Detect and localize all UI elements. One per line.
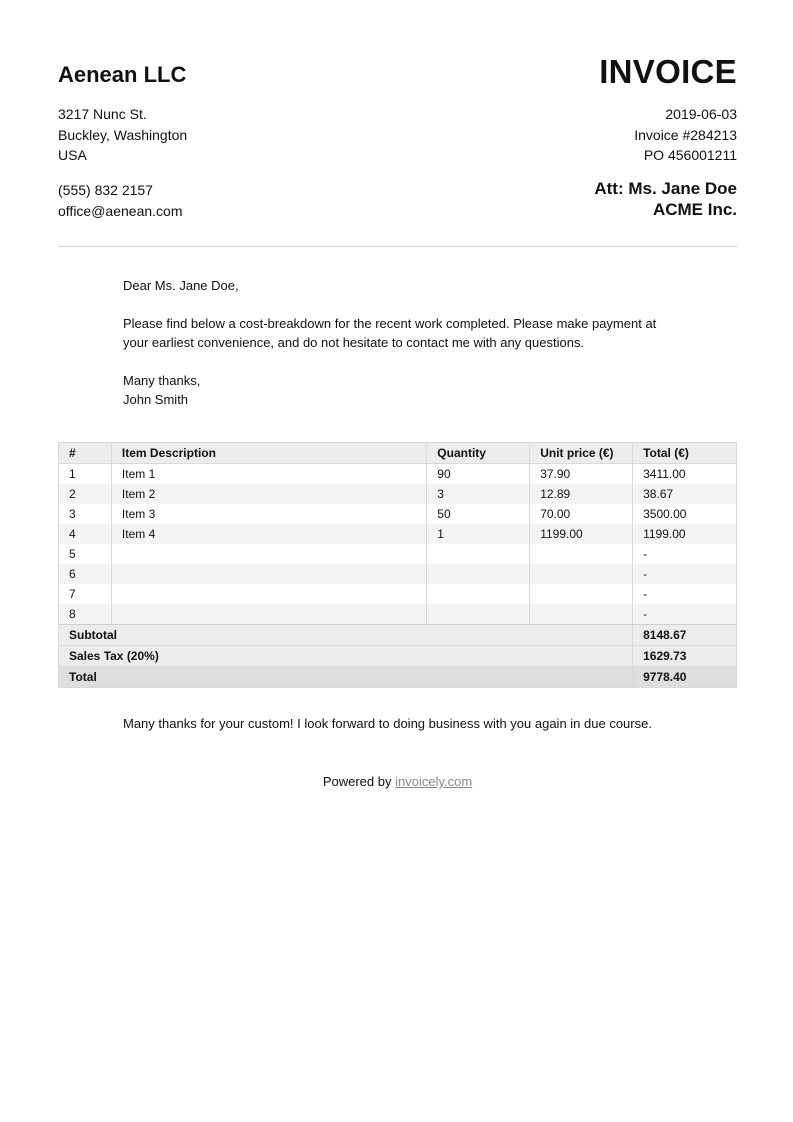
total-value: 9778.40 <box>633 667 737 688</box>
address-country: USA <box>58 147 87 163</box>
cell-quantity <box>427 604 530 625</box>
total-label: Total <box>59 667 633 688</box>
closing-message: Many thanks for your custom! I look forward to doing business with you again in due course. <box>123 716 652 731</box>
cell-total: 38.67 <box>633 484 737 504</box>
items-table <box>58 442 737 688</box>
recipient-attention: Att: Ms. Jane Doe <box>594 179 737 198</box>
invoicely-link[interactable]: invoicely.com <box>395 774 473 789</box>
table-row <box>59 464 737 485</box>
cell-number: 1 <box>69 467 76 481</box>
company-email: office@aenean.com <box>58 202 183 219</box>
company-phone: (555) 832 2157 <box>58 182 153 198</box>
cell-quantity: 90 <box>427 464 530 485</box>
cell-unit-price: 1199.00 <box>530 524 633 544</box>
cell-unit-price: 70.00 <box>530 504 633 524</box>
total-row <box>59 667 737 688</box>
cell-unit-price: 37.90 <box>530 464 633 485</box>
invoice-date: 2019-06-03 <box>665 106 737 122</box>
invoice-number: Invoice #284213 <box>634 126 737 143</box>
letter-signoff: Many thanks, <box>123 373 201 388</box>
invoice-title: INVOICE <box>599 53 737 90</box>
cell-description <box>111 584 426 604</box>
cell-total: 3411.00 <box>633 464 737 485</box>
cell-quantity: 1 <box>427 524 530 544</box>
invoice-page <box>58 0 737 1122</box>
letter-signer: John Smith <box>123 392 189 407</box>
cover-letter <box>123 276 683 409</box>
table-row <box>59 544 737 564</box>
cell-unit-price <box>530 564 633 584</box>
cell-unit-price <box>530 604 633 625</box>
table-row <box>59 524 737 544</box>
header-description: Item Description <box>111 443 426 464</box>
cell-quantity <box>427 584 530 604</box>
recipient-company: ACME Inc. <box>652 199 737 219</box>
cell-description: Item 3 <box>111 504 426 524</box>
cell-quantity <box>427 544 530 564</box>
company-contact <box>58 180 182 221</box>
cell-total: 3500.00 <box>633 504 737 524</box>
cell-description: Item 4 <box>111 524 426 544</box>
cell-unit-price: 12.89 <box>530 484 633 504</box>
address-city: Buckley, Washington <box>58 126 188 143</box>
cell-number: 3 <box>69 507 76 521</box>
subtotal-label: Subtotal <box>59 625 633 646</box>
invoice-meta <box>634 104 737 166</box>
cell-number: 2 <box>59 484 112 504</box>
cell-number: 6 <box>59 564 112 584</box>
company-name: Aenean LLC <box>58 62 187 87</box>
letter-body: Please find below a cost-breakdown for the recent work completed. Please make payment at your earliest convenience, and do not hesitate to contact me with any questions. <box>123 316 657 350</box>
cell-quantity: 3 <box>427 484 530 504</box>
cell-total: - <box>633 564 737 584</box>
header-total: Total (€) <box>633 443 737 464</box>
cell-unit-price <box>530 584 633 604</box>
recipient <box>594 179 737 220</box>
cell-quantity <box>427 564 530 584</box>
cell-unit-price <box>530 544 633 564</box>
cell-total: - <box>633 604 737 625</box>
table-row <box>59 584 737 604</box>
letter-greeting: Dear Ms. Jane Doe, <box>123 278 239 293</box>
subtotal-row <box>59 625 737 646</box>
tax-label: Sales Tax (20%) <box>59 646 633 667</box>
cell-total: - <box>633 544 737 564</box>
cell-number: 7 <box>69 587 76 601</box>
tax-value: 1629.73 <box>633 646 737 667</box>
address-street: 3217 Nunc St. <box>58 106 147 122</box>
header-divider <box>58 246 737 247</box>
header-number: # <box>59 443 112 464</box>
header-quantity: Quantity <box>427 443 530 464</box>
cell-total: - <box>633 584 737 604</box>
cell-number: 4 <box>59 524 112 544</box>
table-row <box>59 504 737 524</box>
header-unit-price: Unit price (€) <box>530 443 633 464</box>
table-row <box>59 564 737 584</box>
table-row <box>59 484 737 504</box>
table-header-row <box>59 443 737 464</box>
company-address <box>58 104 187 166</box>
cell-total: 1199.00 <box>633 524 737 544</box>
tax-row <box>59 646 737 667</box>
powered-by <box>58 774 737 789</box>
cell-description: Item 2 <box>111 484 426 504</box>
table-row <box>59 604 737 625</box>
cell-quantity: 50 <box>427 504 530 524</box>
cell-number: 5 <box>69 547 76 561</box>
cell-number: 8 <box>59 604 112 625</box>
invoice-po: PO 456001211 <box>643 147 737 163</box>
cell-description <box>111 604 426 625</box>
cell-description <box>111 564 426 584</box>
powered-by-text: Powered by <box>322 774 392 789</box>
subtotal-value: 8148.67 <box>633 625 737 646</box>
cell-description: Item 1 <box>111 464 426 485</box>
cell-description <box>111 544 426 564</box>
